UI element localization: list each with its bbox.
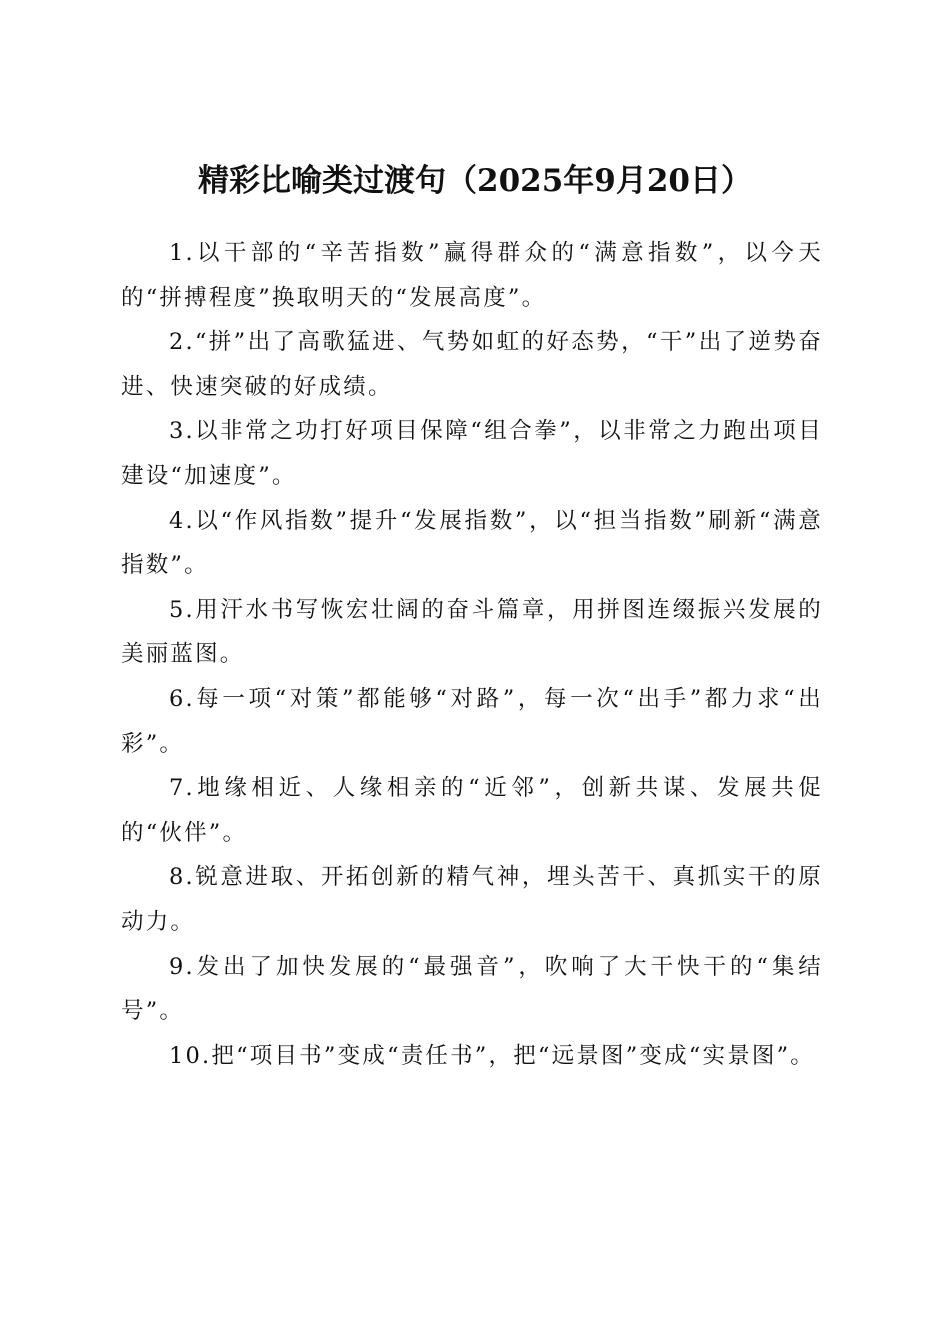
list-item: 10.把“项目书”变成“责任书”，把“远景图”变成“实景图”。 — [169, 1042, 816, 1069]
list-item: 4.以“作风指数”提升“发展指数”，以“担当指数”刷新“满意指数”。 — [121, 507, 823, 579]
list-item: 5.用汗水书写恢宏壮阔的奋斗篇章，用拼图连缀振兴发展的美丽蓝图。 — [121, 596, 823, 668]
item-list — [121, 231, 823, 1078]
list-item: 6.每一项“对策”都能够“对路”，每一次“出手”都力求“出彩”。 — [121, 685, 823, 757]
list-item: 9.发出了加快发展的“最强音”，吹响了大干快干的“集结号”。 — [121, 953, 823, 1025]
list-item: 1.以干部的“辛苦指数”赢得群众的“满意指数”，以今天的“拼搏程度”换取明天的“发展高度”。 — [121, 240, 823, 311]
list-item: 2.“拼”出了高歌猛进、气势如虹的好态势，“干”出了逆势奋进、快速突破的好成绩。 — [121, 329, 823, 400]
page-title: 精彩比喻类过渡句（2025年9月20日） — [198, 162, 752, 199]
list-item: 8.锐意进取、开拓创新的精气神，埋头苦干、真抓实干的原动力。 — [121, 864, 823, 935]
list-item: 7.地缘相近、人缘相亲的“近邻”，创新共谋、发展共促的“伙伴”。 — [121, 775, 823, 846]
list-item: 3.以非常之功打好项目保障“组合拳”，以非常之力跑出项目建设“加速度”。 — [121, 418, 823, 489]
